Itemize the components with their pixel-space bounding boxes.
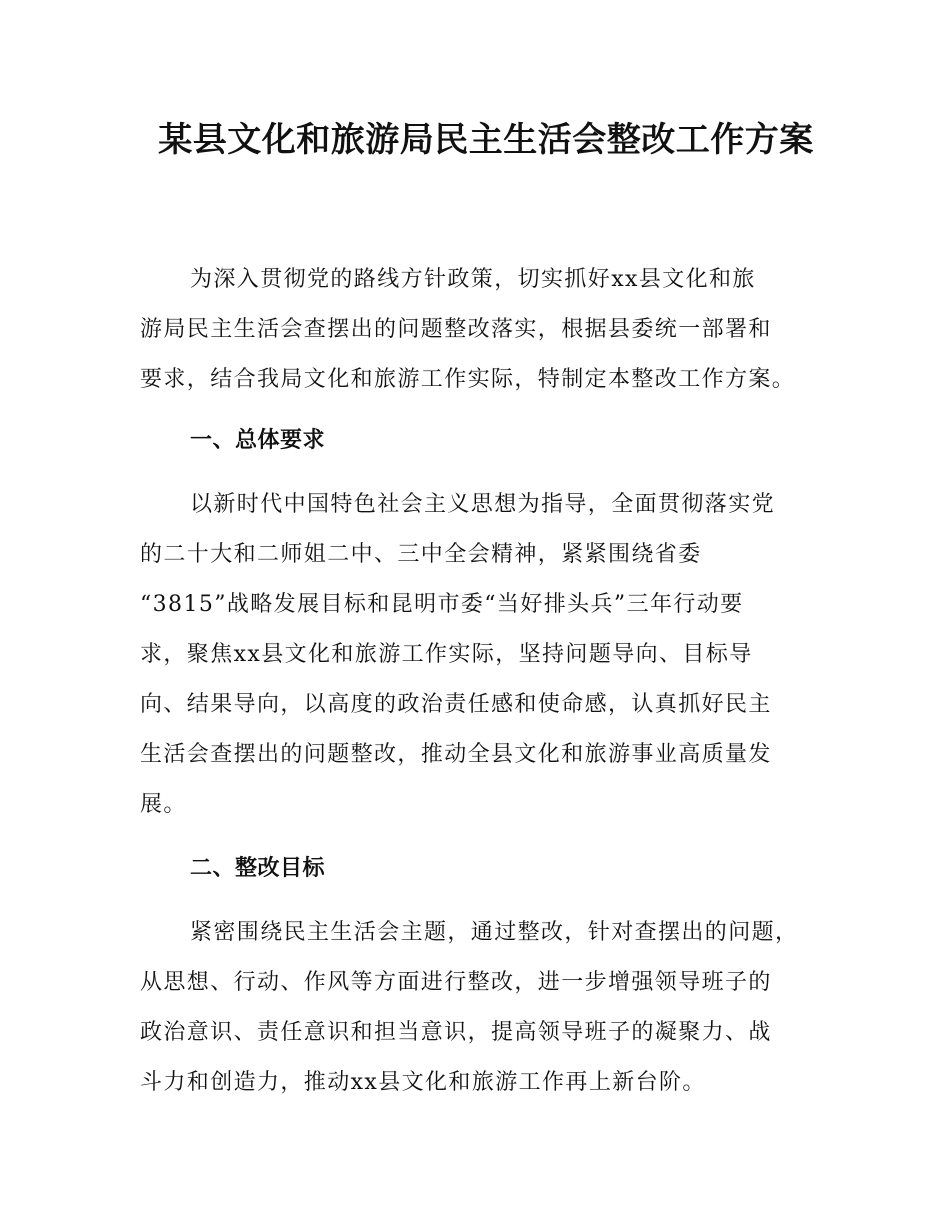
- paragraph-line: 要求，结合我局文化和旅游工作实际，特制定本整改工作方案。: [140, 367, 796, 392]
- paragraph-line: 斗力和创造力，推动xx县文化和旅游工作再上新台阶。: [140, 1070, 706, 1095]
- paragraph-line: 生活会查摆出的问题整改，推动全县文化和旅游事业高质量发: [140, 742, 772, 767]
- section-heading-rectification-goals: 二、整改目标: [190, 856, 326, 881]
- paragraph-line: 政治意识、责任意识和担当意识，提高领导班子的凝聚力、战: [140, 1020, 772, 1045]
- paragraph-line: 以新时代中国特色社会主义思想为指导，全面贯彻落实党: [190, 492, 776, 517]
- paragraph-line: 从思想、行动、作风等方面进行整改，进一步增强领导班子的: [140, 970, 772, 995]
- document-title: 某县文化和旅游局民主生活会整改工作方案: [158, 120, 814, 160]
- paragraph-line: 紧密围绕民主生活会主题，通过整改，针对查摆出的问题，: [190, 920, 799, 945]
- paragraph-line: 游局民主生活会查摆出的问题整改落实，根据县委统一部署和: [140, 317, 772, 342]
- section-heading-general-requirements: 一、总体要求: [190, 428, 326, 453]
- paragraph-line: 求，聚焦xx县文化和旅游工作实际，坚持问题导向、目标导: [140, 642, 753, 667]
- paragraph-line: 向、结果导向，以高度的政治责任感和使命感，认真抓好民主: [140, 692, 772, 717]
- general-requirements-paragraph: [140, 480, 832, 830]
- paragraph-line: “3815”战略发展目标和昆明市委“当好排头兵”三年行动要: [140, 592, 744, 617]
- intro-paragraph: [140, 255, 832, 405]
- paragraph-line: 展。: [140, 792, 187, 817]
- paragraph-line: 为深入贯彻党的路线方针政策，切实抓好xx县文化和旅: [190, 267, 756, 292]
- rectification-goals-paragraph: [140, 908, 832, 1108]
- paragraph-line: 的二十大和二师姐二中、三中全会精神，紧紧围绕省委: [140, 542, 702, 567]
